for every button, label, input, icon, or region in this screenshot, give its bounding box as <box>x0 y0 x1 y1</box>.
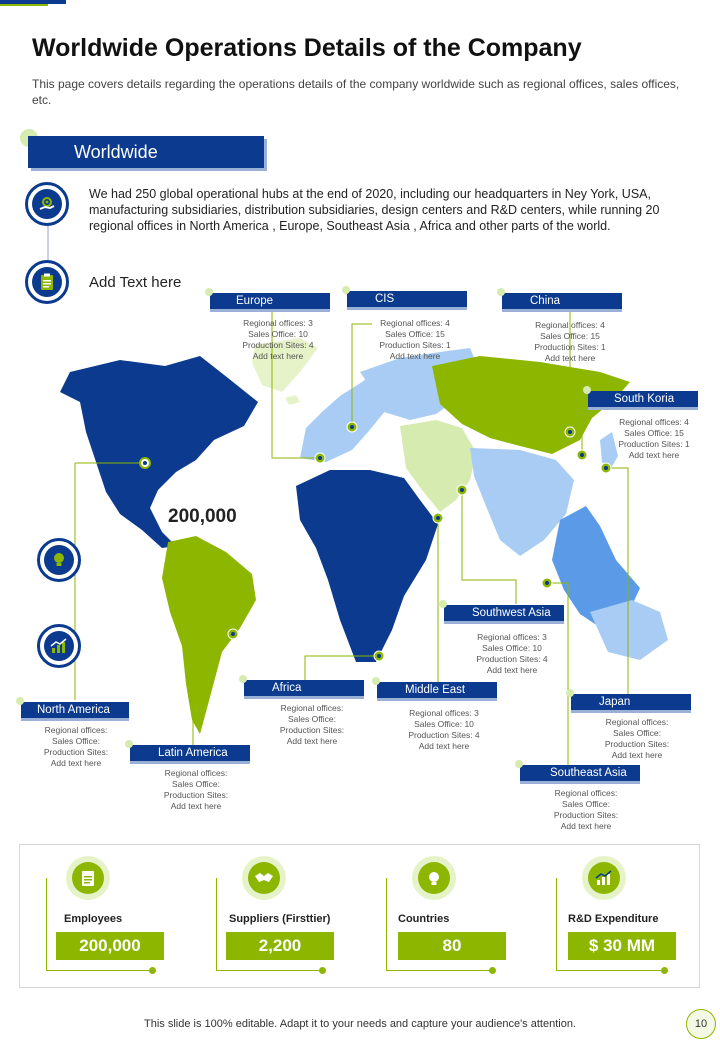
stat-name: R&D Expenditure <box>568 913 659 925</box>
region-info-middle-east <box>384 708 504 752</box>
info-line: Add text here <box>286 736 338 746</box>
region-info-japan <box>577 717 697 761</box>
region-name: Southwest Asia <box>472 607 551 619</box>
stat-rd-expenditure <box>556 856 686 976</box>
region-name: China <box>530 295 561 307</box>
clipboard-icon <box>80 869 96 887</box>
info-line: Add text here <box>560 821 612 831</box>
stat-value: $ 30 MM <box>568 932 676 960</box>
info-line: Regional offices: 3 <box>477 632 547 642</box>
handshake-icon <box>254 871 274 885</box>
info-line: Regional offices: 4 <box>535 320 605 330</box>
region-label-north-america <box>21 702 129 718</box>
operations-icon-circle <box>25 182 69 226</box>
worldwide-header: Worldwide <box>28 136 264 168</box>
latin-america-shape <box>162 536 256 734</box>
info-line: Production Sites: <box>604 739 670 749</box>
info-line: Production Sites: 4 <box>242 340 314 350</box>
region-info-southeast-asia <box>526 788 646 832</box>
info-line: Sales Office: <box>287 714 337 724</box>
region-info-cis <box>355 318 475 362</box>
region-label-southeast-asia <box>520 765 640 781</box>
stat-suppliers <box>216 856 336 976</box>
page-title: Worldwide Operations Details of the Company <box>32 34 582 62</box>
region-label-south-koria <box>588 391 698 407</box>
chart-icon-circle <box>37 624 81 668</box>
info-line: Regional offices: 4 <box>619 417 689 427</box>
info-line: Add text here <box>50 758 102 768</box>
region-info-latin-america <box>136 768 256 812</box>
info-line: Regional offices: <box>44 725 108 735</box>
info-line: Production Sites: 1 <box>618 439 690 449</box>
info-line: Sales Office: <box>171 779 221 789</box>
stat-name: Countries <box>398 913 450 925</box>
region-name: Middle East <box>405 684 466 696</box>
stat-name: Suppliers (Firsttier) <box>229 913 331 925</box>
region-name: Africa <box>272 682 302 694</box>
info-line: Add text here <box>170 801 222 811</box>
region-info-south-koria <box>594 417 714 461</box>
region-name: Europe <box>236 295 274 307</box>
info-line: Production Sites: 4 <box>476 654 548 664</box>
info-line: Sales Office: 10 <box>248 329 308 339</box>
clipboard-icon <box>39 273 55 291</box>
stat-employees <box>46 856 166 976</box>
stat-name: Employees <box>64 913 123 925</box>
info-line: Production Sites: <box>43 747 109 757</box>
region-label-japan <box>571 694 691 710</box>
region-label-africa <box>244 680 364 696</box>
region-label-europe <box>210 293 330 309</box>
region-label-southwest-asia <box>444 605 564 621</box>
stat-value: 200,000 <box>56 932 164 960</box>
worldwide-paragraph: We had 250 global operational hubs at the end of 2020, including our headquarters in Ney York, USA, manufacturing subsidiaries, distribution subsidiaries, design centers and R&D centers, while running 20 regional offices in North America , Europe, Southeast Asia , Africa and other parts of the world. <box>89 187 660 233</box>
growth-chart-icon <box>595 870 613 886</box>
top-accent-bar-green <box>0 4 48 6</box>
info-line: Add text here <box>544 353 596 363</box>
gear-hand-icon <box>38 195 56 213</box>
growth-chart-icon <box>50 638 68 654</box>
africa-shape <box>296 470 438 662</box>
info-line: Regional offices: 3 <box>243 318 313 328</box>
region-info-china <box>510 320 630 364</box>
info-line: Sales Office: 10 <box>414 719 474 729</box>
info-line: Sales Office: 10 <box>482 643 542 653</box>
region-name: Japan <box>599 696 631 708</box>
info-line: Regional offices: 3 <box>409 708 479 718</box>
region-info-europe <box>218 318 338 362</box>
info-line: Production Sites: <box>163 790 229 800</box>
info-line: Sales Office: 15 <box>540 331 600 341</box>
region-name: Southeast Asia <box>550 767 627 779</box>
info-line: Regional offices: 4 <box>380 318 450 328</box>
info-line: Add text here <box>418 741 470 751</box>
info-line: Production Sites: <box>553 810 619 820</box>
region-name: North America <box>37 704 110 716</box>
info-line: Production Sites: 1 <box>534 342 606 352</box>
lightbulb-icon-circle <box>37 538 81 582</box>
info-line: Regional offices: <box>164 768 228 778</box>
region-label-cis <box>347 291 467 307</box>
stat-value: 80 <box>398 932 506 960</box>
stat-value: 2,200 <box>226 932 334 960</box>
add-text-placeholder: Add Text here <box>89 274 182 291</box>
info-line: Sales Office: <box>561 799 611 809</box>
map-value: 200,000 <box>168 506 237 527</box>
info-line: Add text here <box>389 351 441 361</box>
page-number: 10 <box>686 1009 716 1039</box>
lightbulb-icon <box>51 551 67 569</box>
info-line: Production Sites: 4 <box>408 730 480 740</box>
region-name: Latin America <box>158 747 228 759</box>
info-line: Production Sites: 1 <box>379 340 451 350</box>
region-label-latin-america <box>130 745 250 761</box>
lightbulb-icon <box>426 869 442 887</box>
oceania-shape <box>590 600 668 660</box>
stat-countries <box>386 856 506 976</box>
info-line: Regional offices: <box>554 788 618 798</box>
footer-text: This slide is 100% editable. Adapt it to your needs and capture your audience's attention. <box>144 1018 576 1030</box>
info-line: Add text here <box>486 665 538 675</box>
info-line: Production Sites: <box>279 725 345 735</box>
region-label-middle-east <box>377 682 497 698</box>
iceland-shape <box>285 395 300 405</box>
region-name: South Koria <box>614 393 675 405</box>
region-name: CIS <box>375 293 395 305</box>
region-info-southwest-asia <box>452 632 572 676</box>
info-line: Regional offices: <box>605 717 669 727</box>
page-subtitle: This page covers details regarding the operations details of the company worldwide such as regional offices, sales offices, etc. <box>32 77 680 107</box>
info-line: Add text here <box>628 450 680 460</box>
region-info-africa <box>252 703 372 747</box>
info-line: Sales Office: 15 <box>385 329 445 339</box>
info-line: Sales Office: <box>612 728 662 738</box>
info-line: Sales Office: 15 <box>624 428 684 438</box>
info-line: Regional offices: <box>280 703 344 713</box>
info-line: Add text here <box>252 351 304 361</box>
info-line: Sales Office: <box>51 736 101 746</box>
region-label-china <box>502 293 622 309</box>
info-line: Add text here <box>611 750 663 760</box>
region-info-north-america <box>16 725 136 769</box>
